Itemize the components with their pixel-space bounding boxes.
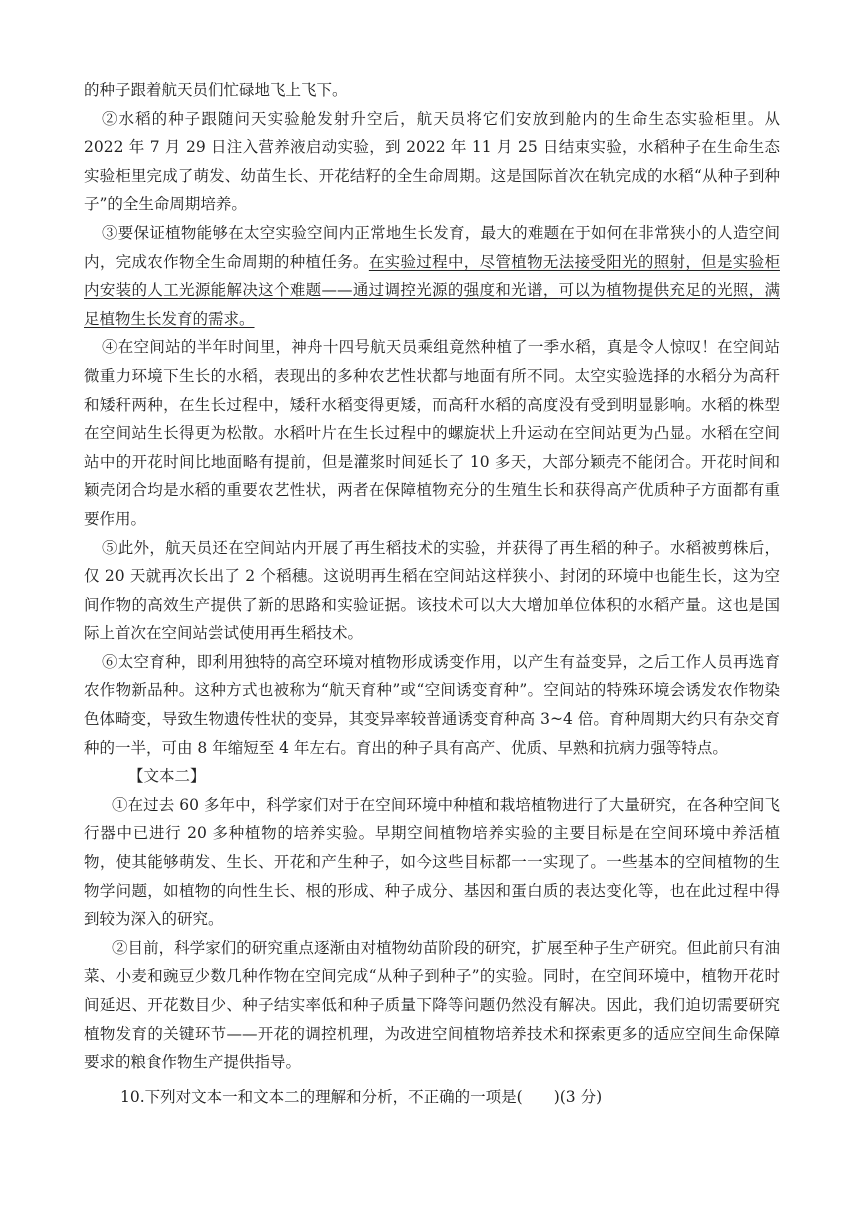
paragraph-4: ④在空间站的半年时间里，神舟十四号航天员乘组竟然种植了一季水稻，真是令人惊叹！在空间站微重力环境下生长的水稻，表现出的多种农艺性状都与地面有所不同。太空实验选择的水稻分为高秆和矮秆两种，在生长过程中，矮秆水稻变得更矮，而高秆水稻的高度没有受到明显影响。水稻的株型在空间站生长得更为松散。水稻叶片在生长过程中的螺旋状上升运动在空间站更为凸显。水稻在空间站中的开花时间比地面略有提前，但是灌浆时间延长了 10 多天，大部分颖壳不能闭合。开花时间和颖壳闭合均是水稻的重要农艺性状，两者在保障植物充分的生殖生长和获得高产优质种子方面都有重要作用。 xyxy=(84,338,780,528)
paragraph-3-plain: ③要保证植物能够在太空实验空间内正常地生长发育，最大的难题在于如何在非常狭小的人造空间内，完成农作物全生命周期的种植任务。 xyxy=(84,223,780,271)
paragraph-3-plain-2: 可以为植物提供充足的光照，满足植物生长发育的需求。 xyxy=(84,281,780,328)
document-page xyxy=(84,76,780,1111)
text2-paragraph-1: ①在过去 60 多年中，科学家们对于在空间环境中种植和栽培植物进行了大量研究，在各种空间飞行器中已进行 20 多种植物的培养实验。早期空间植物培养实验的主要目标是在空间环境中养活植物，使其能够萌发、生长、开花和产生种子，如今这些目标都一一实现了。一些基本的空间植物的生物学问题，如植物的向性生长、根的形成、种子成分、基因和蛋白质的表达变化等，也在此过程中得到较为深入的研究。 xyxy=(84,795,780,929)
question-10: 10.下列对文本一和文本二的理解和分析，不正确的一项是( )(3 分) xyxy=(120,1087,603,1106)
paragraph-6: ⑥太空育种，即利用独特的高空环境对植物形成诱变作用，以产生有益变异，之后工作人员再选育农作物新品种。这种方式也被称为“航天育种”或“空间诱变育种”。空间站的特殊环境会诱发农作物染色体畸变，导致生物遗传性状的变异，其变异率较普通诱变育种高 3~4 倍。育种周期大约只有杂交育种的一半，可由 8 年缩短至 4 年左右。育出的种子具有高产、优质、早熟和抗病力强等特点。 xyxy=(84,652,780,757)
underlined-sentence-part1: 在实验过程中，尽管植物无法接受阳光的照射，但是实验柜内安装的人工光源能解决这个难题——通过调控光源的强度和光谱， xyxy=(84,252,780,300)
paragraph-3 xyxy=(84,219,780,333)
paragraph-continuation: 的种子跟着航天员们忙碌地飞上飞下。 xyxy=(84,81,348,99)
paragraph-2: ②水稻的种子跟随问天实验舱发射升空后，航天员将它们安放到舱内的生命生态实验柜里。从 2022 年 7 月 29 日注入营养液启动实验，到 2022 年 11 月 25 日结束实验，水稻种子在生命生态实验柜里完成了萌发、幼苗生长、开花结籽的全生命周期。这是国际首次在轨完成的水稻“从种子到种子”的全生命周期培养。 xyxy=(84,109,780,214)
text2-paragraph-2: ②目前，科学家们的研究重点逐渐由对植物幼苗阶段的研究，扩展至种子生产研究。但此前只有油菜、小麦和豌豆少数几种作物在空间完成“从种子到种子”的实验。同时，在空间环境中，植物开花时间延迟、开花数目少、种子结实率低和种子质量下降等问题仍然没有解决。因此，我们迫切需要研究植物发育的关键环节——开花的调控机理，为改进空间植物培养技术和探索更多的适应空间生命保障要求的粮食作物生产提供指导。 xyxy=(84,938,780,1072)
paragraph-5: ⑤此外，航天员还在空间站内开展了再生稻技术的实验，并获得了再生稻的种子。水稻被剪株后，仅 20 天就再次长出了 2 个稻穗。这说明再生稻在空间站这样狭小、封闭的环境中也能生长，这为空间作物的高效生产提供了新的思路和实验证据。该技术可以大大增加单位体积的水稻产量。这也是国际上首次在空间站尝试使用再生稻技术。 xyxy=(84,538,780,643)
section-heading-text2: 【文本二】 xyxy=(128,767,206,786)
